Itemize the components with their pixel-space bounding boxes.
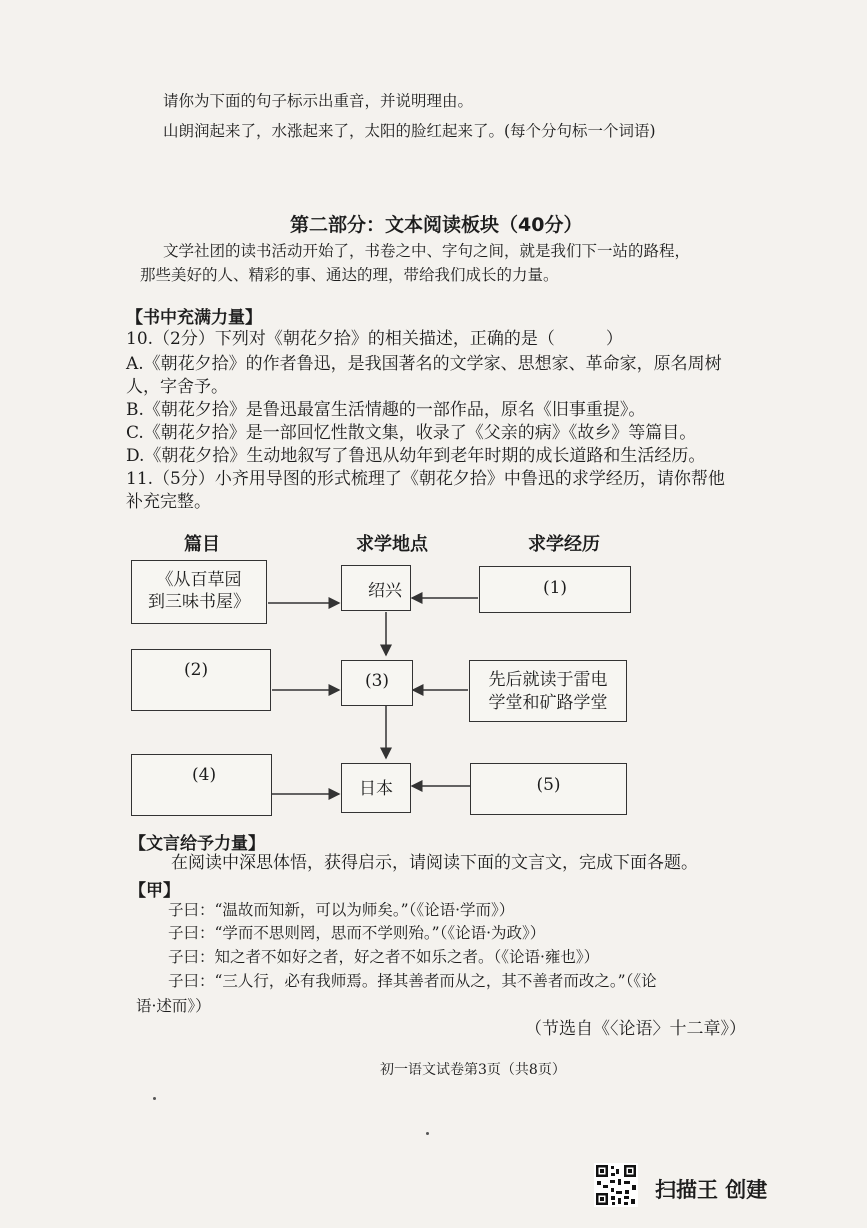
- part2-intro-line2: 那些美好的人、精彩的事、通达的理，带给我们成长的力量。: [140, 266, 559, 284]
- experience-2-line2: 学堂和矿路学堂: [488, 693, 608, 713]
- q10-option-a: A.《朝花夕拾》的作者鲁迅，是我国著名的文学家、思想家、革命家，原名周树: [126, 354, 722, 374]
- blank-1: (1): [542, 578, 568, 598]
- q10-option-c: C.《朝花夕拾》是一部回忆性散文集，收录了《父亲的病》《故乡》等篇目。: [126, 423, 697, 443]
- place-box-2: [341, 660, 413, 706]
- scan-speck: [426, 1132, 429, 1135]
- book-title-1-line2: 到三味书屋》: [148, 592, 250, 612]
- q10-option-d: D.《朝花夕拾》生动地叙写了鲁迅从幼年到老年时期的成长道路和生活经历。: [126, 446, 706, 466]
- experience-2-line1: 先后就读于雷电: [488, 670, 608, 690]
- q10-option-a-cont: 人，字舍予。: [126, 377, 228, 397]
- lunyu-line-1: 子曰：“温故而知新，可以为师矣。”（《论语·学而》）: [168, 901, 515, 919]
- experience-box-2: [469, 660, 627, 722]
- scan-speck: [153, 1097, 156, 1100]
- lunyu-line-5: 语·述而》）: [136, 997, 211, 1015]
- experience-box-3: [470, 763, 627, 815]
- classical-heading: 【文言给予力量】: [129, 834, 265, 854]
- book-title-1-line1: 《从百草园: [156, 570, 242, 590]
- header-place: 求学地点: [356, 534, 428, 555]
- part2-title: 第二部分：文本阅读板块（40分）: [290, 214, 583, 236]
- scanner-brand: 扫描王 创建: [655, 1178, 768, 1202]
- place-3: 日本: [359, 779, 393, 799]
- blank-4: (4): [192, 765, 217, 785]
- lunyu-line-2: 子曰：“学而不思则罔，思而不学则殆。”（《论语·为政》）: [168, 924, 546, 942]
- classical-source: （节选自《〈论语〉十二章》）: [525, 1019, 746, 1039]
- place-1: 绍兴: [368, 581, 402, 601]
- q10-option-b: B.《朝花夕拾》是鲁迅最富生活情趣的一部作品，原名《旧事重提》。: [126, 400, 646, 420]
- blank-3: (3): [364, 671, 390, 691]
- q11-stem-cont: 补充完整。: [126, 492, 211, 512]
- pron-sentence: 山朗润起来了，水涨起来了，太阳的脸红起来了。(每个分句标一个词语): [163, 122, 656, 140]
- blank-2: (2): [184, 660, 209, 680]
- header-experience: 求学经历: [528, 534, 600, 555]
- experience-box-1: [479, 566, 631, 613]
- book-title-box-2: [131, 649, 271, 711]
- lunyu-line-3: 子曰：知之者不如好之者，好之者不如乐之者。（《论语·雍也》）: [168, 948, 600, 966]
- part2-intro-line1: 文学社团的读书活动开始了，书卷之中、字句之间，就是我们下一站的路程，: [163, 242, 691, 260]
- classical-instruction: 在阅读中深思体悟，获得启示，请阅读下面的文言文，完成下面各题。: [171, 853, 698, 873]
- header-pian-mu: 篇目: [184, 534, 220, 555]
- q11-stem: 11.（5分）小齐用导图的形式梳理了《朝花夕拾》中鲁迅的求学经历，请你帮他: [126, 469, 725, 489]
- place-box-1: [341, 565, 411, 611]
- lunyu-line-4: 子曰：“三人行，必有我师焉。择其善者而从之，其不善者而改之。”（《论: [168, 972, 657, 990]
- book-section-heading: 【书中充满力量】: [126, 308, 262, 328]
- book-title-box-1: [131, 560, 267, 624]
- jia-label: 【甲】: [129, 881, 180, 901]
- pron-prompt: 请你为下面的句子标示出重音，并说明理由。: [163, 92, 474, 110]
- book-title-box-3: [131, 754, 272, 816]
- blank-5: (5): [536, 775, 561, 795]
- q10-stem: 10.（2分）下列对《朝花夕拾》的相关描述，正确的是（ ）: [126, 329, 623, 349]
- page-footer: 初一语文试卷第3页（共8页）: [380, 1062, 566, 1078]
- place-box-3: [341, 763, 411, 813]
- qr-code-icon: [594, 1163, 638, 1207]
